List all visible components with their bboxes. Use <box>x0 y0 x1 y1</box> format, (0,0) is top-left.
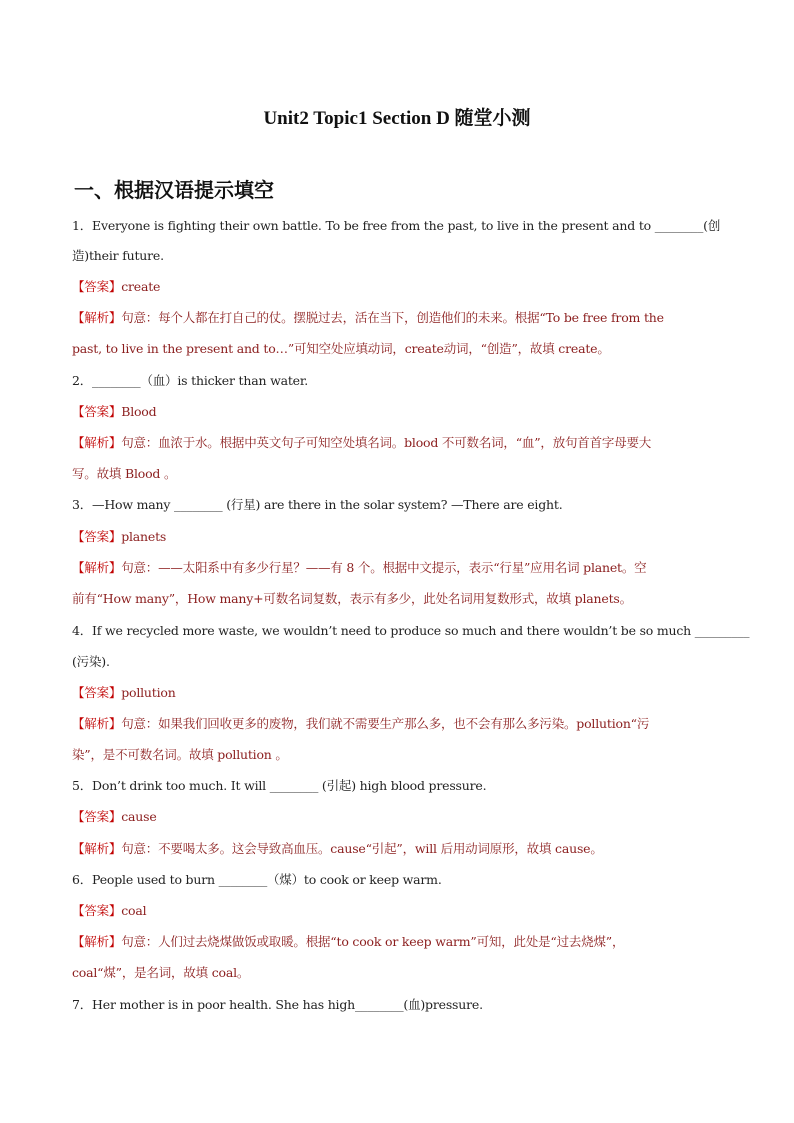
analysis-text: 句意：不要喝太多。这会导致高血压。cause“引起”，will 后用动词原形，故填 cause。 <box>121 841 603 856</box>
analysis-text: 句意：血浓于水。根据中英文句子可知空处填名词。blood 不可数名词，“血”，放句首首字母要大 <box>121 435 652 450</box>
answer-line <box>72 808 157 826</box>
analysis-tag: 【解析】 <box>72 435 122 450</box>
answer-text: Blood <box>121 404 157 419</box>
question-text: 5．Don’t drink too much. It will ________ (引起) high blood pressure. <box>72 778 487 793</box>
question-text: 4．If we recycled more waste, we wouldn’t need to produce so much and there wouldn’t be so much _________ <box>72 623 750 638</box>
answer-line <box>72 278 160 296</box>
question-text: 2．________（血）is thicker than water. <box>72 373 309 388</box>
analysis-tag: 【解析】 <box>72 716 122 731</box>
question-text: 6．People used to burn ________（煤）to cook or keep warm. <box>72 872 442 887</box>
analysis-text: 句意：每个人都在打自己的仗。摆脱过去，活在当下，创造他们的未来。根据“To be free from the <box>121 310 664 325</box>
question-text: 7．Her mother is in poor health. She has high________(血)pressure. <box>72 997 483 1012</box>
analysis-text: past, to live in the present and to…”可知空处应填动词，create动词，“创造”，故填 create。 <box>72 341 610 356</box>
analysis-line <box>72 964 249 982</box>
answer-text: planets <box>121 529 167 544</box>
answer-line <box>72 528 166 546</box>
answer-text: coal <box>121 903 147 918</box>
answer-text: create <box>121 279 161 294</box>
answer-tag: 【答案】 <box>72 529 122 544</box>
answer-line <box>72 902 146 920</box>
analysis-line <box>72 933 624 951</box>
answer-text: pollution <box>121 685 176 700</box>
analysis-tag: 【解析】 <box>72 560 122 575</box>
analysis-text: 前有“How many”，How many+可数名词复数，表示有多少，此处名词用复数形式，故填 planets。 <box>72 591 632 606</box>
question-text: 3．—How many ________ (行星) are there in the solar system? —There are eight. <box>72 497 563 512</box>
analysis-tag: 【解析】 <box>72 934 122 949</box>
analysis-line <box>72 559 646 577</box>
answer-text: cause <box>121 809 157 824</box>
analysis-tag: 【解析】 <box>72 841 122 856</box>
analysis-line <box>72 434 651 452</box>
analysis-line <box>72 465 176 483</box>
analysis-tag: 【解析】 <box>72 310 122 325</box>
analysis-text: 写。故填 Blood 。 <box>72 466 177 481</box>
section-heading: 一、根据汉语提示填空 <box>74 178 274 202</box>
answer-tag: 【答案】 <box>72 279 122 294</box>
analysis-line <box>72 309 664 327</box>
question-text: 造)their future. <box>72 248 164 263</box>
analysis-line <box>72 340 610 358</box>
page-title: Unit2 Topic1 Section D 随堂小测 <box>263 108 531 129</box>
answer-line <box>72 684 176 702</box>
answer-tag: 【答案】 <box>72 685 122 700</box>
question-text: (污染). <box>72 654 110 669</box>
analysis-text: 句意：人们过去烧煤做饭或取暖。根据“to cook or keep warm”可知，此处是“过去烧煤”， <box>121 934 625 949</box>
answer-tag: 【答案】 <box>72 809 122 824</box>
analysis-line <box>72 715 649 733</box>
answer-tag: 【答案】 <box>72 903 122 918</box>
analysis-line <box>72 590 632 608</box>
analysis-text: coal“煤”，是名词，故填 coal。 <box>72 965 250 980</box>
analysis-text: 染”，是不可数名词。故填 pollution 。 <box>72 747 288 762</box>
analysis-line <box>72 840 603 858</box>
analysis-text: 句意：——太阳系中有多少行星？——有 8 个。根据中文提示，表示“行星”应用名词 planet。空 <box>121 560 647 575</box>
analysis-text: 句意：如果我们回收更多的废物，我们就不需要生产那么多，也不会有那么多污染。pollution“污 <box>121 716 650 731</box>
analysis-line <box>72 746 288 764</box>
question-text: 1．Everyone is fighting their own battle. To be free from the past, to live in the present and to ________(创 <box>72 218 721 233</box>
answer-line <box>72 403 156 421</box>
answer-tag: 【答案】 <box>72 404 122 419</box>
